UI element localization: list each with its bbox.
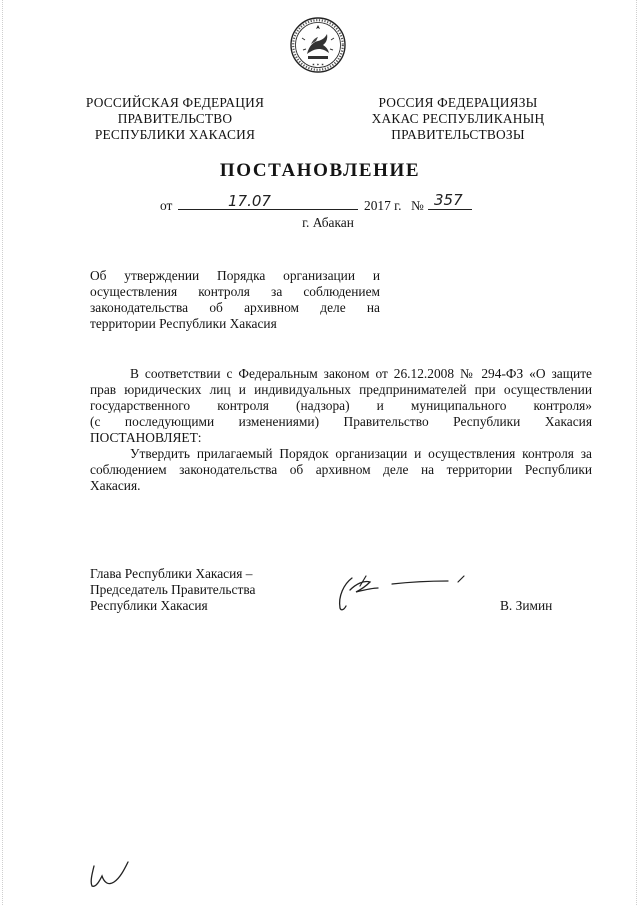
header-right [368,95,548,143]
handwritten-date: 17.07 [228,192,271,210]
subject-line: осуществления контроля за соблюдением [90,284,380,299]
handwritten-signature [330,566,480,614]
signature-title-line: Председатель Правительства [90,582,256,597]
header-left [80,95,270,143]
handwritten-initial-mark [86,858,132,892]
handwritten-number: 357 [434,191,463,209]
signature-title-line: Глава Республики Хакасия – [90,566,253,581]
header-left-line: ПРАВИТЕЛЬСТВО [117,111,233,126]
body-line: государственного контроля (надзора) и муниципального контроля» [90,398,592,413]
body-line: (с последующими изменениями) Правительство Республики Хакасия [90,414,592,429]
header-right-line: РОССИЯ ФЕДЕРАЦИЯЗЫ [378,95,538,110]
body-line: Хакасия. [90,478,141,493]
document-title: ПОСТАНОВЛЕНИЕ [219,160,421,181]
coat-of-arms-emblem [289,16,347,74]
signer-name: В. Зимин [500,598,553,613]
date-number-line [0,191,640,216]
body-line: прав юридических лиц и индивидуальных предпринимателей при осуществлении [90,382,592,397]
header-left-line: РЕСПУБЛИКИ ХАКАСИЯ [94,127,256,142]
body-line: Утвердить прилагаемый Порядок организации и осуществления контроля за [130,446,592,461]
from-label: от [160,198,173,213]
body-line: В соответствии с Федеральным законом от 26.12.2008 № 294-ФЗ «О защите [130,366,592,381]
header-right-line: ХАКАС РЕСПУБЛИКАНЫҢ [371,111,545,126]
year-label: 2017 г. [364,198,402,213]
number-label: № [411,198,424,213]
decree-body [90,366,592,494]
page-edge-right [636,0,637,905]
page-edge-left [2,0,3,905]
subject-line: территории Республики Хакасия [90,316,277,331]
city-label: г. Абакан [302,215,354,230]
decree-subject [90,268,380,332]
number-underline [428,209,472,210]
subject-line: Об утверждении Порядка организации и [90,268,380,283]
header-right-line: ПРАВИТЕЛЬСТВОЗЫ [391,127,525,142]
signature-title-line: Республики Хакасия [90,598,208,613]
svg-text:✶ ✶ ✶: ✶ ✶ ✶ [311,62,325,67]
body-line: ПОСТАНОВЛЯЕТ: [90,430,202,445]
header-left-line: РОССИЙСКАЯ ФЕДЕРАЦИЯ [85,95,265,110]
subject-line: законодательства об архивном деле на [90,300,380,315]
signature-title [90,566,255,614]
body-line: соблюдением законодательства об архивном деле на территории Республики [90,462,592,477]
